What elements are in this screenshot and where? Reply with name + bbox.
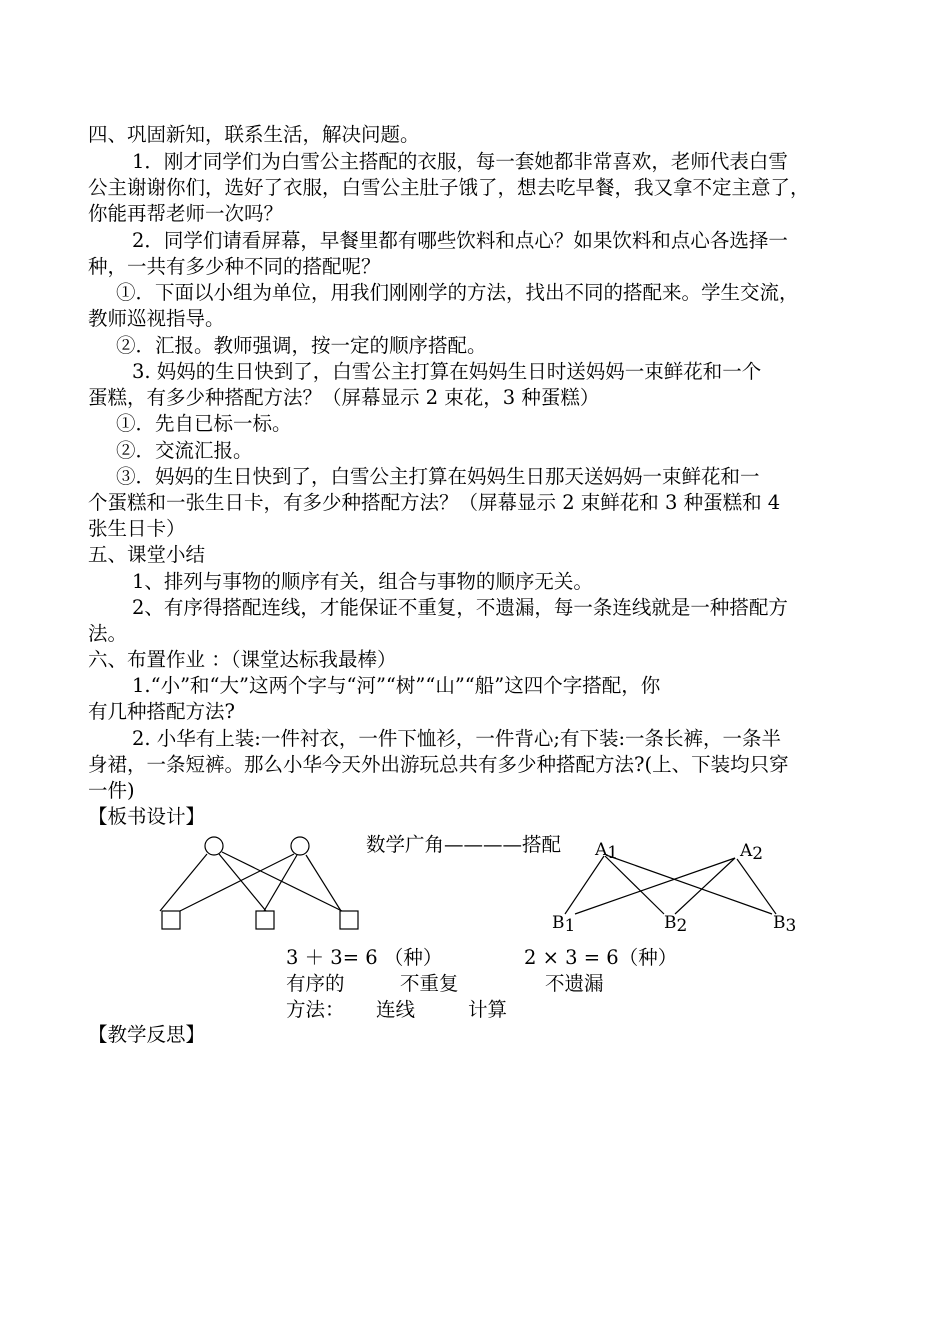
node-a1-label: A1 [595, 840, 619, 863]
paragraph-line: 蛋糕，有多少种搭配方法？（屏幕显示 2 束花，3 种蛋糕） [88, 386, 600, 409]
paragraph-line: 1、排列与事物的顺序有关，组合与事物的顺序无关。 [132, 570, 593, 593]
section6-heading: 六、布置作业 ：（课堂达标我最棒） [88, 648, 397, 671]
formula-add: 3 ＋ 3= 6 （种） [286, 946, 443, 969]
keyword-no-miss: 不遗漏 [545, 972, 604, 995]
paragraph-line: 有几种搭配方法? [88, 700, 235, 723]
paragraph-line: 教师巡视指导。 [88, 307, 225, 330]
formula-multiply: 2 × 3 = 6（种） [524, 946, 678, 969]
square-node [340, 911, 358, 929]
paragraph-line: ①．下面以小组为单位，用我们刚刚学的方法，找出不同的搭配来。学生交流， [116, 281, 799, 304]
keyword-ordered: 有序的 [286, 972, 345, 995]
paragraph-line: ③．妈妈的生日快到了，白雪公主打算在妈妈生日那天送妈妈一束鲜花和一 [116, 465, 760, 488]
paragraph-line: 2．同学们请看屏幕，早餐里都有哪些饮料和点心？如果饮料和点心各选择一 [132, 229, 788, 252]
method-connect: 连线 [376, 998, 416, 1021]
square-node [256, 911, 274, 929]
paragraph-line: 一件) [88, 779, 135, 802]
section4-heading: 四、巩固新知，联系生活，解决问题。 [88, 123, 420, 146]
node-a2-label: A2 [740, 841, 764, 864]
square-node [162, 911, 180, 929]
paragraph-line: 身裙，一条短裤。那么小华今天外出游玩总共有多少种搭配方法?(上、下装均只穿 [88, 753, 789, 776]
section5-heading: 五、课堂小结 [88, 543, 206, 566]
paragraph-line: 1．刚才同学们为白雪公主搭配的衣服，每一套她都非常喜欢，老师代表白雪 [132, 150, 788, 173]
paragraph-line: 1.“小”和“大”这两个字与“河”“树”“山”“船”这四个字搭配，你 [132, 674, 661, 697]
circle-node [205, 837, 223, 855]
node-b2-label: B2 [664, 913, 688, 936]
reflection-heading: 【教学反思】 [88, 1023, 206, 1046]
paragraph-line: 你能再帮老师一次吗？ [88, 202, 284, 225]
paragraph-line: ①．先自已标一标。 [116, 412, 292, 435]
method-label: 方法： [286, 998, 345, 1021]
paragraph-line: ②．汇报。教师强调，按一定的顺序搭配。 [116, 334, 487, 357]
paragraph-line: 种，一共有多少种不同的搭配呢？ [88, 255, 381, 278]
paragraph-line: 公主谢谢你们，选好了衣服，白雪公主肚子饿了，想去吃早餐，我又拿不定主意了， [88, 176, 810, 199]
paragraph-line: 张生日卡） [88, 517, 186, 540]
paragraph-line: ②．交流汇报。 [116, 439, 253, 462]
paragraph-line: 3. 妈妈的生日快到了，白雪公主打算在妈妈生日时送妈妈一束鲜花和一个 [132, 360, 762, 383]
node-b3-label: B3 [773, 913, 797, 936]
letter-diagram [565, 855, 776, 914]
circle-square-diagram [160, 837, 358, 929]
board-heading: 【板书设计】 [88, 805, 206, 828]
keyword-no-repeat: 不重复 [400, 972, 459, 995]
circle-node [291, 837, 309, 855]
paragraph-line: 2、有序得搭配连线，才能保证不重复，不遗漏，每一条连线就是一种搭配方 [132, 596, 788, 619]
paragraph-line: 法。 [88, 622, 128, 645]
paragraph-line: 个蛋糕和一张生日卡，有多少种搭配方法？（屏幕显示 2 束鲜花和 3 种蛋糕和 4 [88, 491, 781, 514]
board-title: 数学广角————搭配 [366, 833, 562, 856]
node-b1-label: B1 [552, 913, 576, 936]
paragraph-line: 2. 小华有上装:一件衬衣，一件下恤衫，一件背心;有下装:一条长裤，一条半 [132, 727, 782, 750]
method-calculate: 计算 [468, 998, 508, 1021]
